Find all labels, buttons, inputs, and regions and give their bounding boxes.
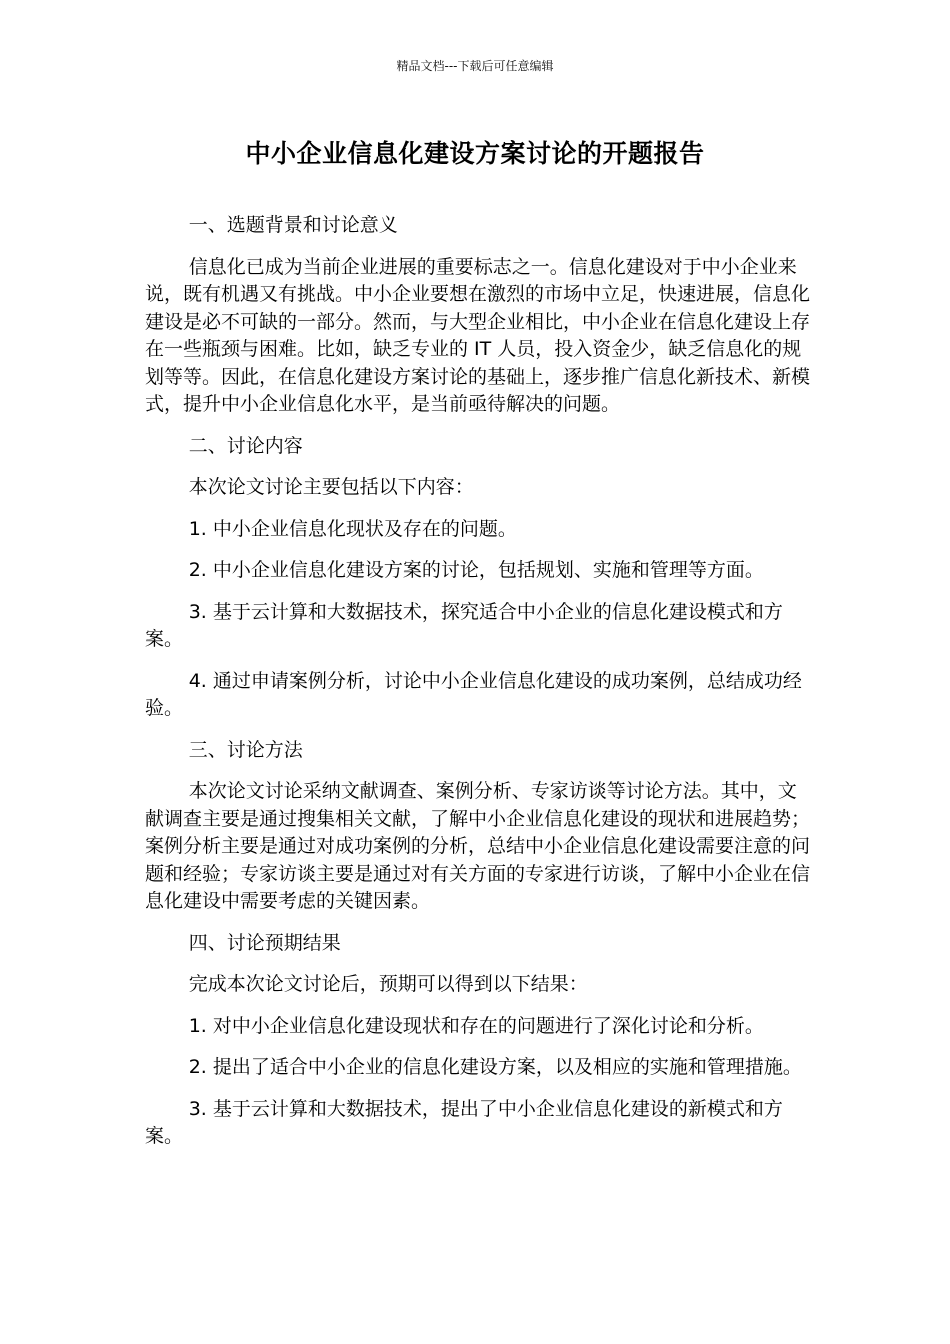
section-heading-content: 二、讨论内容 (188, 434, 303, 457)
paragraph-content-intro: 本次论文讨论主要包括以下内容： (188, 476, 474, 498)
paragraph-results-intro: 完成本次论文讨论后，预期可以得到以下结果： (188, 973, 588, 995)
section-heading-results: 四、讨论预期结果 (188, 931, 341, 954)
document-body (145, 212, 815, 1151)
list-item: 1. 对中小企业信息化建设现状和存在的问题进行了深化讨论和分析。 (188, 1014, 764, 1037)
page-header: 精品文档---下载后可任意编辑 (396, 59, 554, 73)
list-item: 3. 基于云计算和大数据技术，提出了中小企业信息化建设的新模式和方案。 (145, 1097, 783, 1147)
section-heading-background: 一、选题背景和讨论意义 (188, 214, 398, 236)
list-item: 2. 中小企业信息化建设方案的讨论，包括规划、实施和管理等方面。 (188, 559, 764, 581)
list-item: 3. 基于云计算和大数据技术，探究适合中小企业的信息化建设模式和方案。 (145, 600, 783, 650)
paragraph-background: 信息化已成为当前企业进展的重要标志之一。信息化建设对于中小企业来说，既有机遇又有挑战。中小企业要想在激烈的市场中立足，快速进展，信息化建设是必不可缺的一部分。然而，与大型企业相比，中小企业在信息化建设上存在一些瓶颈与困难。比如，缺乏专业的 IT 人员，投入资金少，缺乏信息化的规划等等。因此，在信息化建设方案讨论的基础上，逐步推广信息化新技术、新模式，提升中小企业信息化水平，是当前亟待解决的问题。 (145, 255, 811, 415)
section-heading-method: 三、讨论方法 (188, 738, 303, 761)
list-item: 1. 中小企业信息化现状及存在的问题。 (188, 517, 517, 540)
paragraph-method: 本次论文讨论采纳文献调查、案例分析、专家访谈等讨论方法。其中，文献调查主要是通过搜集相关文献，了解中小企业信息化建设的现状和进展趋势；案例分析主要是通过对成功案例的分析，总结中小企业信息化建设需要注意的问题和经验；专家访谈主要是通过对有关方面的专家进行访谈，了解中小企业在信息化建设中需要考虑的关键因素。 (145, 780, 811, 912)
list-item: 4. 通过申请案例分析，讨论中小企业信息化建设的成功案例，总结成功经验。 (145, 669, 802, 719)
document-title: 中小企业信息化建设方案讨论的开题报告 (245, 139, 705, 168)
list-item: 2. 提出了适合中小企业的信息化建设方案，以及相应的实施和管理措施。 (188, 1056, 802, 1078)
